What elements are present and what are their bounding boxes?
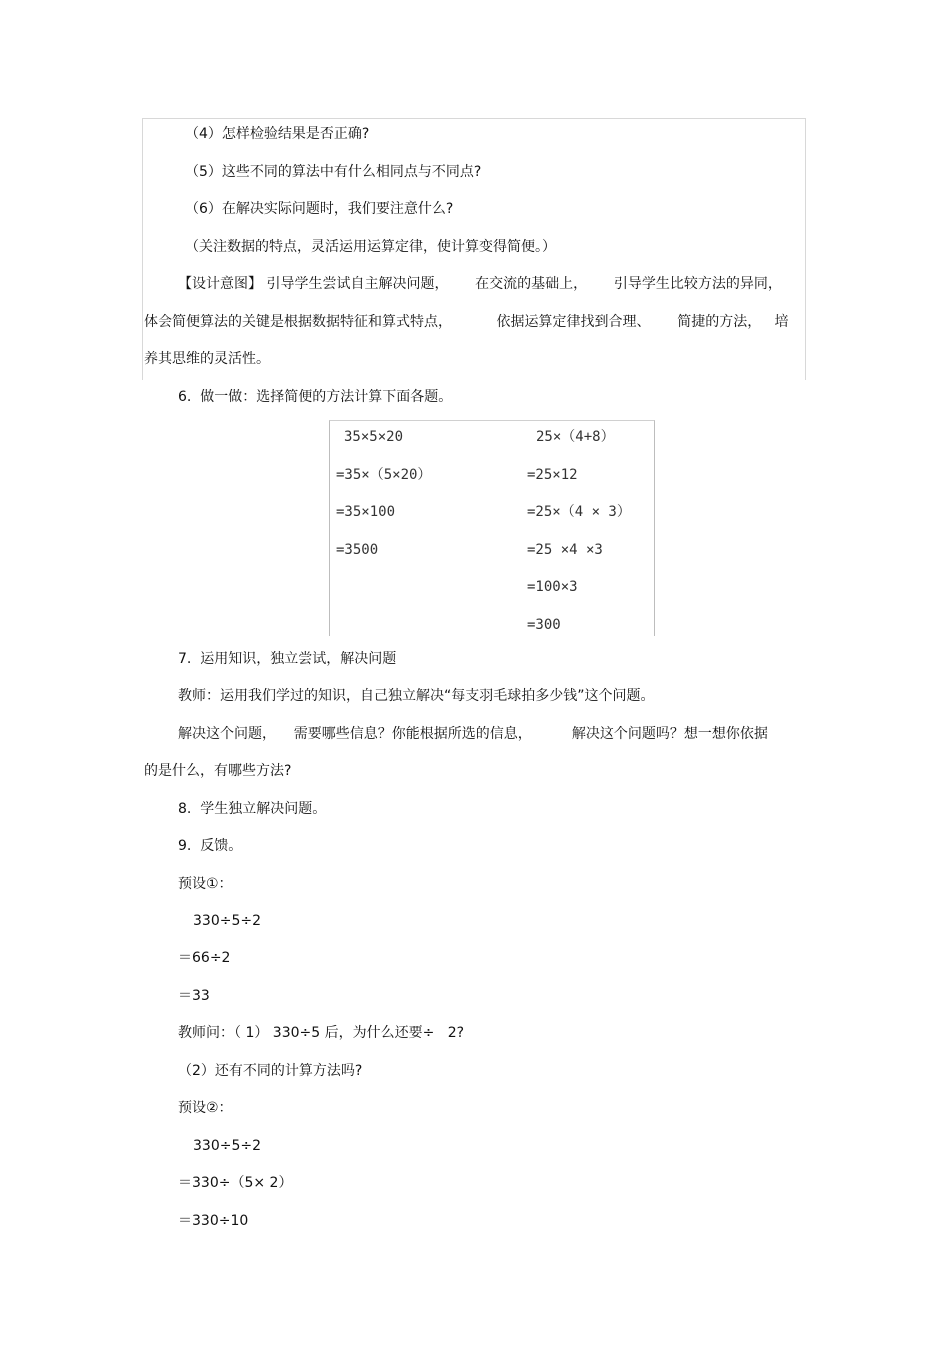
preset-2-line-2: ＝330÷（5× 2） [178,1175,293,1191]
note-text: （关注数据的特点，灵活运用运算定律，使计算变得简便。） [185,239,556,255]
preset-2-line-3: ＝330÷10 [178,1213,249,1229]
calc-left-line-1: 35×5×20 [344,429,404,445]
preset-2-line-1: 330÷5÷2 [193,1138,261,1154]
item-7-title: 7. 运用知识，独立尝试，解决问题 [178,651,397,667]
preset-1-line-3: ＝33 [178,988,210,1004]
teacher-question-1: 教师问：（ 1） 330÷5 后，为什么还要÷ 2? [178,1025,465,1041]
calc-right-line-1: 25×（4+8） [536,429,615,445]
question-5: （5）这些不同的算法中有什么相同点与不同点? [185,164,482,180]
preset-2-label: 预设②： [178,1100,233,1116]
design-line-2: 体会简便算法的关键是根据数据特征和算式特点， 依据运算定律找到合理、 简捷的方法， 培 [144,314,789,330]
calc-right-line-6: =300 [527,617,561,633]
question-6: （6）在解决实际问题时，我们要注意什么? [185,201,454,217]
teacher-instruction: 教师：运用我们学过的知识，自己独立解决“每支羽毛球拍多少钱”这个问题。 [178,688,655,704]
question-4: （4）怎样检验结果是否正确? [185,126,370,142]
item-9: 9. 反馈。 [178,838,243,854]
calc-right-line-3: =25×（4 × 3） [527,504,631,520]
calc-left-line-3: =35×100 [336,504,396,520]
teacher-question-2: （2）还有不同的计算方法吗? [178,1063,363,1079]
item-8: 8. 学生独立解决问题。 [178,801,327,817]
calc-right-line-5: =100×3 [527,579,578,595]
calc-right-line-4: =25 ×4 ×3 [527,542,603,558]
item-6-title: 6. 做一做：选择简便的方法计算下面各题。 [178,389,453,405]
preset-1-label: 预设①： [178,876,233,892]
calc-left-line-2: =35×（5×20） [336,467,432,483]
paragraph-line-2: 的是什么，有哪些方法? [144,763,292,779]
calc-right-line-2: =25×12 [527,467,578,483]
paragraph-line-1: 解决这个问题， 需要哪些信息？你能根据所选的信息， 解决这个问题吗？想一想你依据 [178,726,768,742]
calc-left-line-4: =3500 [336,542,379,558]
design-line-3: 养其思维的灵活性。 [144,351,270,367]
calculation-image [329,420,655,636]
design-line-1: 【设计意图】 引导学生尝试自主解决问题， 在交流的基础上， 引导学生比较方法的异同， [178,276,782,292]
preset-1-line-1: 330÷5÷2 [193,913,261,929]
preset-1-line-2: ＝66÷2 [178,950,231,966]
